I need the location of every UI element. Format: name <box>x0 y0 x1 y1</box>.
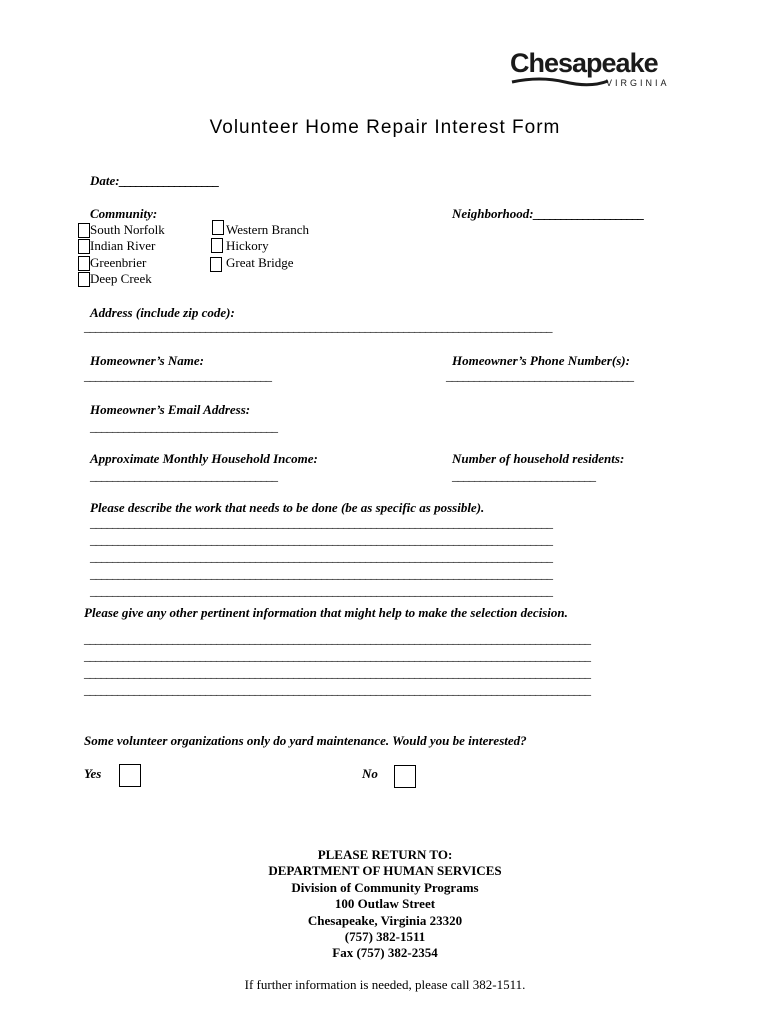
residents-line[interactable]: __________________________ <box>452 468 595 483</box>
checkbox-deep-creek[interactable] <box>78 272 90 287</box>
return-phone: (757) 382-1511 <box>344 929 426 944</box>
return-fax: Fax (757) 382-2354 <box>332 945 438 960</box>
neighborhood-label: Neighborhood: <box>452 206 534 221</box>
yes-label: Yes <box>84 766 102 781</box>
option-western-branch: Western Branch <box>226 222 310 237</box>
email-line[interactable]: __________________________________ <box>90 419 277 434</box>
no-label: No <box>362 766 378 781</box>
logo-subtitle: VIRGINIA <box>606 78 670 88</box>
checkbox-greenbrier[interactable] <box>78 256 90 271</box>
email-label: Homeowner’s Email Address: <box>90 402 251 417</box>
residents-label: Number of household residents: <box>452 451 625 466</box>
work-line[interactable]: ____________________________________________________________________________________ <box>90 532 552 547</box>
yard-question: Some volunteer organizations only do yard maintenance. Would you be interested? <box>84 733 527 748</box>
checkbox-hickory[interactable] <box>211 238 223 253</box>
date-label: Date: <box>90 173 120 188</box>
return-department: DEPARTMENT OF HUMAN SERVICES <box>268 863 502 878</box>
work-line[interactable]: ____________________________________________________________________________________ <box>90 566 552 581</box>
yes-checkbox[interactable] <box>119 764 141 787</box>
homeowner-phone-label: Homeowner’s Phone Number(s): <box>452 353 630 368</box>
homeowner-name-label: Homeowner’s Name: <box>90 353 204 368</box>
income-line[interactable]: __________________________________ <box>90 468 277 483</box>
footer-note: If further information is needed, please call 382-1511. <box>244 977 526 992</box>
option-hickory: Hickory <box>226 238 269 253</box>
checkbox-south-norfolk[interactable] <box>78 223 90 238</box>
return-city: Chesapeake, Virginia 23320 <box>307 913 463 928</box>
option-deep-creek: Deep Creek <box>90 271 152 286</box>
work-line[interactable]: ____________________________________________________________________________________ <box>90 549 552 564</box>
option-greenbrier: Greenbrier <box>90 255 147 270</box>
date-field[interactable] <box>90 173 219 189</box>
work-description-label: Please describe the work that needs to be done (be as specific as possible). <box>90 500 485 515</box>
pertinent-line[interactable]: ____________________________________________________________________________________________ <box>84 665 590 680</box>
neighborhood-field[interactable] <box>452 206 644 222</box>
checkbox-indian-river[interactable] <box>78 239 90 254</box>
form-title: Volunteer Home Repair Interest Form <box>209 117 561 138</box>
pertinent-line[interactable]: ____________________________________________________________________________________________ <box>84 682 590 697</box>
no-checkbox[interactable] <box>394 765 416 788</box>
return-heading: PLEASE RETURN TO: <box>317 847 453 862</box>
address-line[interactable]: _____________________________________________________________________________________ <box>84 319 552 334</box>
pertinent-line[interactable]: ____________________________________________________________________________________________ <box>84 648 590 663</box>
work-line[interactable]: ____________________________________________________________________________________ <box>90 583 552 598</box>
homeowner-phone-line[interactable]: __________________________________ <box>446 368 633 383</box>
checkbox-great-bridge[interactable] <box>210 257 222 272</box>
neighborhood-line: ____________________ <box>533 206 644 221</box>
chesapeake-logo <box>510 48 670 94</box>
logo-wordmark: Chesapeake <box>510 48 658 78</box>
work-line[interactable]: ____________________________________________________________________________________ <box>90 515 552 530</box>
community-label: Community: <box>90 206 158 221</box>
pertinent-info-label: Please give any other pertinent information that might help to make the selection decision. <box>84 605 568 620</box>
checkbox-western-branch[interactable] <box>212 220 224 235</box>
return-street: 100 Outlaw Street <box>334 896 436 911</box>
logo-swoosh-icon <box>510 76 610 88</box>
date-line: __________________ <box>119 173 219 188</box>
option-great-bridge: Great Bridge <box>226 255 294 270</box>
pertinent-line[interactable]: ____________________________________________________________________________________________ <box>84 631 590 646</box>
option-indian-river: Indian River <box>90 238 156 253</box>
income-label: Approximate Monthly Household Income: <box>90 451 318 466</box>
return-division: Division of Community Programs <box>291 880 479 895</box>
option-south-norfolk: South Norfolk <box>90 222 165 237</box>
homeowner-name-line[interactable]: __________________________________ <box>84 368 271 383</box>
address-label: Address (include zip code): <box>90 305 235 320</box>
